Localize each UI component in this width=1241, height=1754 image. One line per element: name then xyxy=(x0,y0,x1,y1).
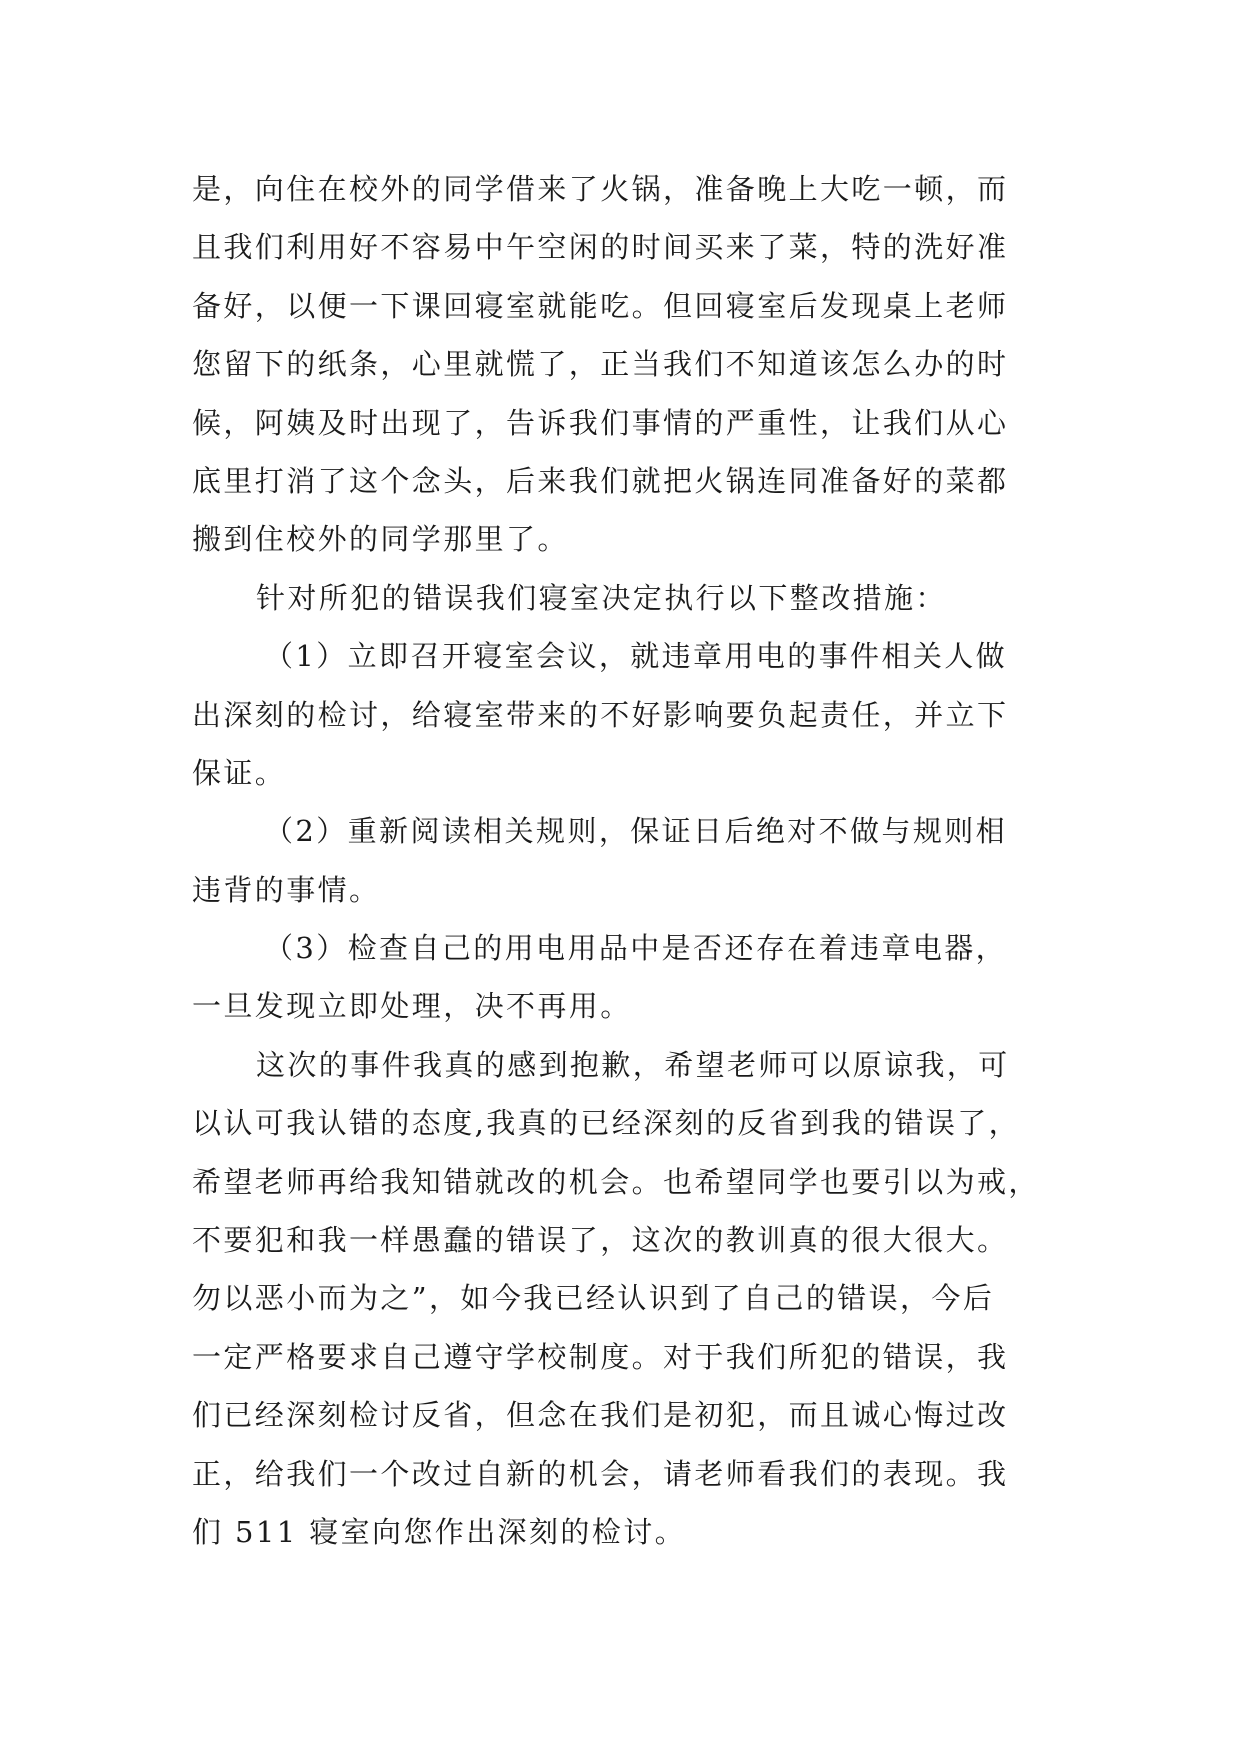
text-line: 底里打消了这个念头，后来我们就把火锅连同准备好的菜都 xyxy=(192,463,1009,498)
document-body xyxy=(192,160,1062,1561)
text-line: 正，给我们一个改过自新的机会，请老师看我们的表现。我 xyxy=(192,1456,1009,1491)
text-line: 们 511 寝室向您作出深刻的检讨。 xyxy=(192,1514,686,1549)
text-line: 保证。 xyxy=(192,755,287,790)
text-line: 候，阿姨及时出现了，告诉我们事情的严重性，让我们从心 xyxy=(192,405,1009,440)
text-line: 不要犯和我一样愚蠢的错误了，这次的教训真的很大很大。 xyxy=(192,1223,1009,1258)
text-line: 备好，以便一下课回寝室就能吃。但回寝室后发现桌上老师 xyxy=(192,288,1009,323)
text-line: 们已经深刻检讨反省，但念在我们是初犯，而且诚心悔过改 xyxy=(192,1398,1009,1433)
text-line: 勿以恶小而为之”，如今我已经认识到了自己的错误，今后 xyxy=(192,1281,995,1316)
text-line: 违背的事情。 xyxy=(192,872,381,907)
text-line: 出深刻的检讨，给寝室带来的不好影响要负起责任，并立下 xyxy=(192,697,1009,732)
text-line: 以认可我认错的态度,我真的已经深刻的反省到我的错误了， xyxy=(192,1106,1021,1141)
list-item-3-line: （3）检查自己的用电用品中是否还存在着违章电器， xyxy=(264,931,1008,966)
text-line: 一定严格要求自己遵守学校制度。对于我们所犯的错误，我 xyxy=(192,1339,1009,1374)
text-line: 且我们利用好不容易中午空闲的时间买来了菜，特的洗好准 xyxy=(192,230,1009,265)
paragraph-start-line: 针对所犯的错误我们寝室决定执行以下整改措施： xyxy=(256,580,947,615)
list-item-2-line: （2）重新阅读相关规则，保证日后绝对不做与规则相 xyxy=(264,814,1008,849)
text-line: 一旦发现立即处理，决不再用。 xyxy=(192,989,632,1024)
text-line: 您留下的纸条，心里就慌了，正当我们不知道该怎么办的时 xyxy=(192,347,1009,382)
text-line: 希望老师再给我知错就改的机会。也希望同学也要引以为戒， xyxy=(192,1164,1040,1199)
list-item-1-line: （1）立即召开寝室会议，就违章用电的事件相关人做 xyxy=(264,639,1008,674)
text-line: 是，向住在校外的同学借来了火锅，准备晚上大吃一顿，而 xyxy=(192,172,1009,206)
paragraph-start-line: 这次的事件我真的感到抱歉，希望老师可以原谅我，可 xyxy=(256,1047,1010,1082)
text-line: 搬到住校外的同学那里了。 xyxy=(192,522,569,557)
